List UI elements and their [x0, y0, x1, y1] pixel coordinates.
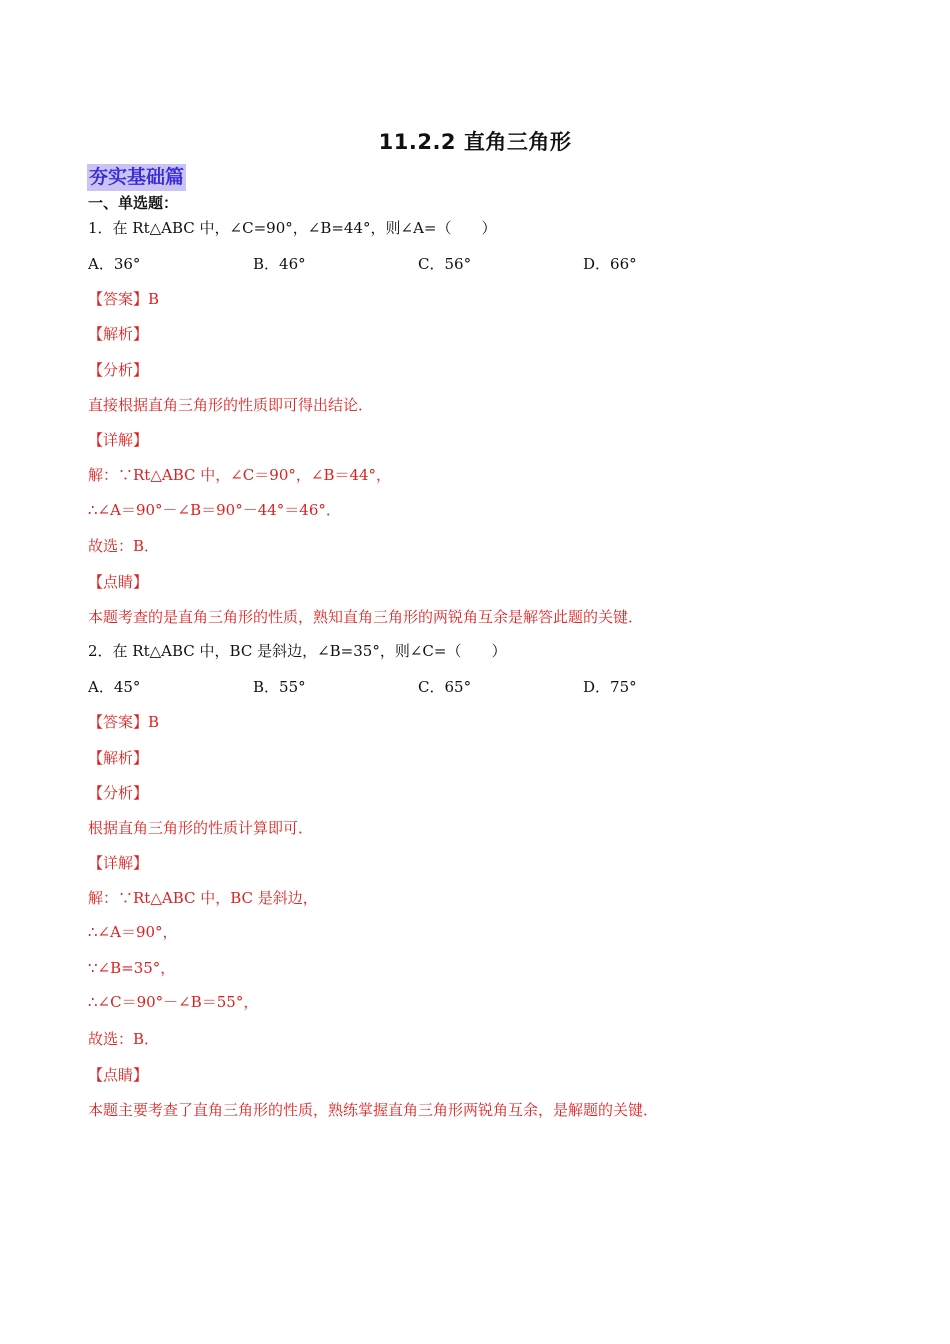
page-title: 11.2.2 直角三角形	[378, 130, 572, 154]
q2-option-b: B．55°	[253, 678, 306, 696]
q2-comment-tag: 【点睛】	[88, 1066, 149, 1084]
q1-detail-tag: 【详解】	[88, 431, 149, 449]
question-1-stem: 1．在 Rt△ABC 中，∠C=90°，∠B=44°，则∠A=（ ）	[88, 219, 497, 237]
q1-comment-text: 本题考查的是直角三角形的性质，熟知直角三角形的两锐角互余是解答此题的关键．	[88, 608, 644, 626]
q2-fenxi-tag: 【分析】	[88, 784, 149, 802]
q1-fenxi-text: 直接根据直角三角形的性质即可得出结论．	[88, 396, 374, 414]
q1-option-a: A．36°	[88, 255, 141, 273]
q1-option-c: C．56°	[418, 255, 472, 273]
q1-comment-tag: 【点睛】	[88, 573, 149, 591]
q1-detail-line-1: 解：∵Rt△ABC 中，∠C＝90°，∠B＝44°，	[88, 466, 392, 484]
question-2-stem: 2．在 Rt△ABC 中，BC 是斜边，∠B=35°，则∠C=（ ）	[88, 642, 507, 660]
q2-option-c: C．65°	[418, 678, 472, 696]
q2-detail-line-3: ∵∠B=35°，	[88, 959, 176, 977]
q1-analysis-tag: 【解析】	[88, 325, 149, 343]
q1-option-d: D．66°	[583, 255, 637, 273]
q1-detail-line-2: ∴∠A＝90°－∠B＝90°－44°＝46°．	[88, 501, 341, 519]
q2-comment-text: 本题主要考查了直角三角形的性质，熟练掌握直角三角形两锐角互余，是解题的关键．	[88, 1101, 659, 1119]
q2-detail-tag: 【详解】	[88, 854, 149, 872]
q2-option-d: D．75°	[583, 678, 637, 696]
q2-analysis-tag: 【解析】	[88, 749, 149, 767]
q2-detail-line-1: 解：∵Rt△ABC 中，BC 是斜边，	[88, 889, 318, 907]
q2-fenxi-text: 根据直角三角形的性质计算即可．	[88, 819, 314, 837]
q2-detail-line-4: ∴∠C＝90°－∠B＝55°，	[88, 993, 259, 1011]
q1-option-b: B．46°	[253, 255, 306, 273]
section-tag: 夯实基础篇	[87, 164, 186, 191]
part-heading: 一、单选题：	[88, 194, 179, 212]
q2-answer: 【答案】B	[88, 713, 160, 731]
q2-detail-line-5: 故选：B．	[88, 1030, 160, 1048]
q2-detail-line-2: ∴∠A＝90°，	[88, 923, 178, 941]
q2-option-a: A．45°	[88, 678, 141, 696]
q1-fenxi-tag: 【分析】	[88, 361, 149, 379]
q1-answer: 【答案】B	[88, 290, 160, 308]
q1-detail-line-3: 故选：B．	[88, 537, 160, 555]
